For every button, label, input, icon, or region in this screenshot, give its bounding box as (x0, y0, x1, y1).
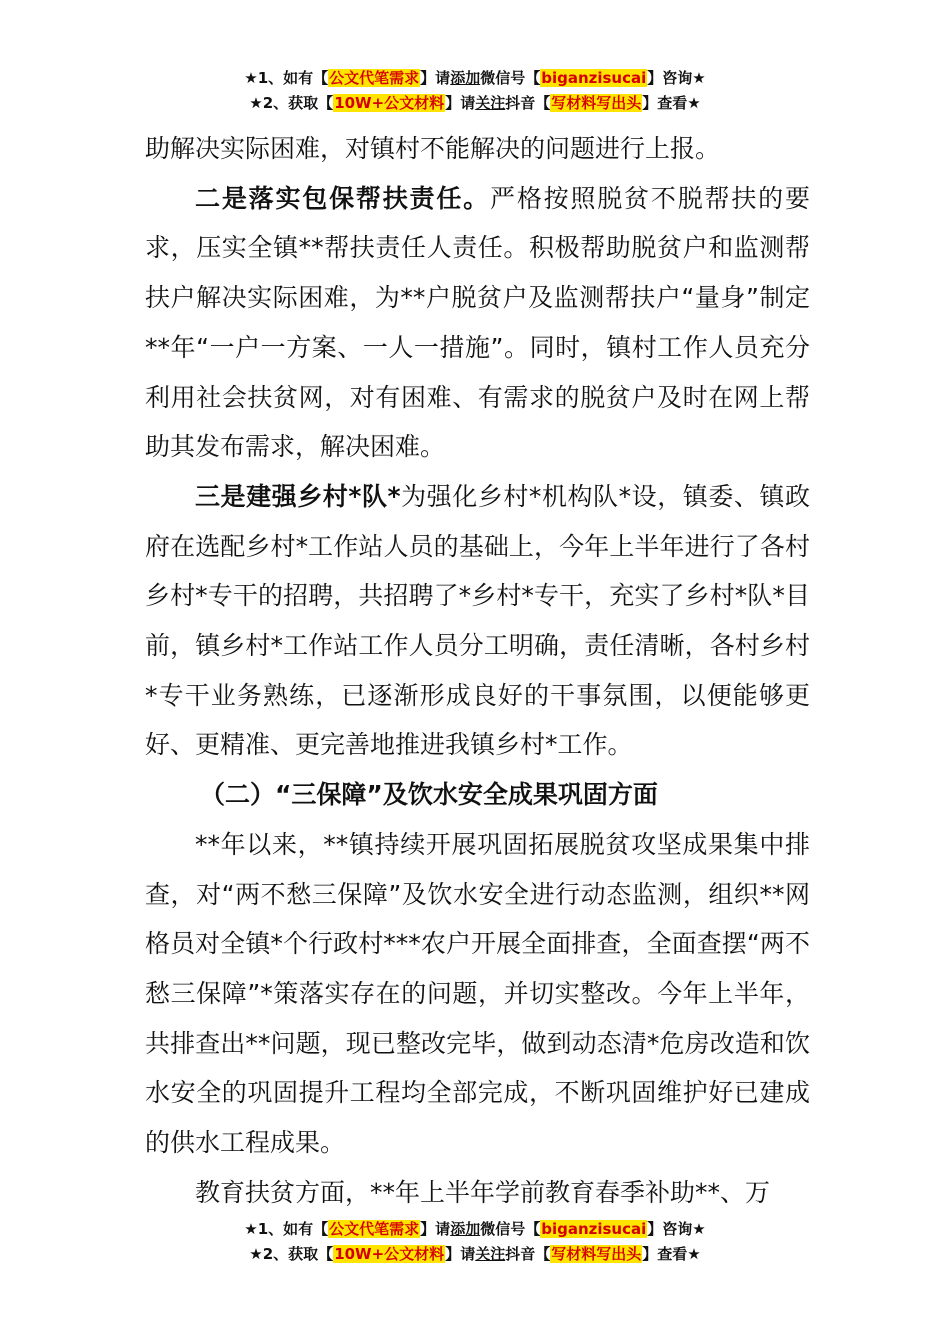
banner-text: 】咨询★ (647, 1220, 706, 1238)
banner-underline: 关注 (475, 1245, 506, 1263)
footer-banner (0, 1217, 950, 1267)
banner-highlight: 公文代笔需求 (329, 69, 420, 87)
banner-text: 】咨询★ (647, 69, 706, 87)
banner-text: ★2、获取【 (249, 94, 334, 112)
banner-text: ★1、如有【 (244, 69, 329, 87)
paragraph-text: 为强化乡村*机构队*设，镇委、镇政府在选配乡村*工作站人员的基础上，今年上半年进行了各村乡村*专干的招聘，共招聘了*乡村*专干，充实了乡村*队*目前，镇乡村*工作站工作人员分工明确，责任清晰，各村乡村*专干业务熟练，已逐渐形成良好的干事氛围，以便能够更好、更精准、更完善地推进我镇乡村*工作。 (145, 481, 810, 760)
banner-text: 】请 (445, 94, 476, 112)
banner-text: 】请 (445, 1245, 476, 1263)
banner-line-1 (0, 1217, 950, 1242)
paragraph-1: 助解决实际困难，对镇村不能解决的问题进行上报。 (145, 134, 721, 163)
banner-text: 抖音【 (505, 1245, 551, 1263)
banner-underline: 关注 (475, 94, 506, 112)
paragraph-lead: 三是建强乡村*队* (195, 481, 401, 511)
banner-text: 微信号【 (480, 1220, 541, 1238)
document-body (145, 124, 810, 1217)
banner-text: ★1、如有【 (244, 1220, 329, 1238)
banner-underline: 添加 (450, 69, 481, 87)
paragraph-4: **年以来，**镇持续开展巩固拓展脱贫攻坚成果集中排查，对“两不愁三保障”及饮水安全进行动态监测，组织**网格员对全镇*个行政村***农户开展全面排查，全面查摆“两不愁三保障”*策落实存在的问题，并切实整改。今年上半年，共排查出**问题，现已整改完毕，做到动态清*危房改造和饮水安全的巩固提升工程均全部完成，不断巩固维护好已建成的供水工程成果。 (145, 829, 810, 1158)
paragraph-5: 教育扶贫方面，**年上半年学前教育春季补助**、万 (195, 1177, 771, 1207)
banner-line-1 (0, 66, 950, 91)
banner-highlight: 10W+公文材料 (334, 1245, 445, 1263)
paragraph-3 (145, 472, 810, 770)
banner-highlight: 写材料写出头 (551, 1245, 642, 1263)
banner-line-2 (0, 91, 950, 116)
section-heading: （二）“三保障”及饮水安全成果巩固方面 (200, 780, 658, 810)
paragraph-lead: 二是落实包保帮扶责任。 (195, 183, 490, 213)
banner-highlight: 公文代笔需求 (329, 1220, 420, 1238)
banner-text: 】查看★ (642, 1245, 701, 1263)
paragraph-text: 严格按照脱贫不脱帮扶的要求，压实全镇**帮扶责任人责任。积极帮助脱贫户和监测帮扶户解决实际困难，为**户脱贫户及监测帮扶户“量身”制定**年“一户一方案、一人一措施”。同时，镇村工作人员充分利用社会扶贫网，对有困难、有需求的脱贫户及时在网上帮助其发布需求，解决困难。 (145, 183, 810, 462)
banner-text: 】查看★ (642, 94, 701, 112)
banner-text: 微信号【 (480, 69, 541, 87)
banner-line-2 (0, 1242, 950, 1267)
banner-text: ★2、获取【 (249, 1245, 334, 1263)
banner-text: 】请 (420, 1220, 451, 1238)
banner-highlight: biganzisucai (541, 69, 647, 87)
header-banner (0, 66, 950, 116)
paragraph-2 (145, 174, 810, 472)
banner-text: 抖音【 (505, 94, 551, 112)
banner-highlight: biganzisucai (541, 1220, 647, 1238)
banner-highlight: 写材料写出头 (551, 94, 642, 112)
banner-highlight: 10W+公文材料 (334, 94, 445, 112)
banner-text: 】请 (420, 69, 451, 87)
banner-underline: 添加 (450, 1220, 481, 1238)
